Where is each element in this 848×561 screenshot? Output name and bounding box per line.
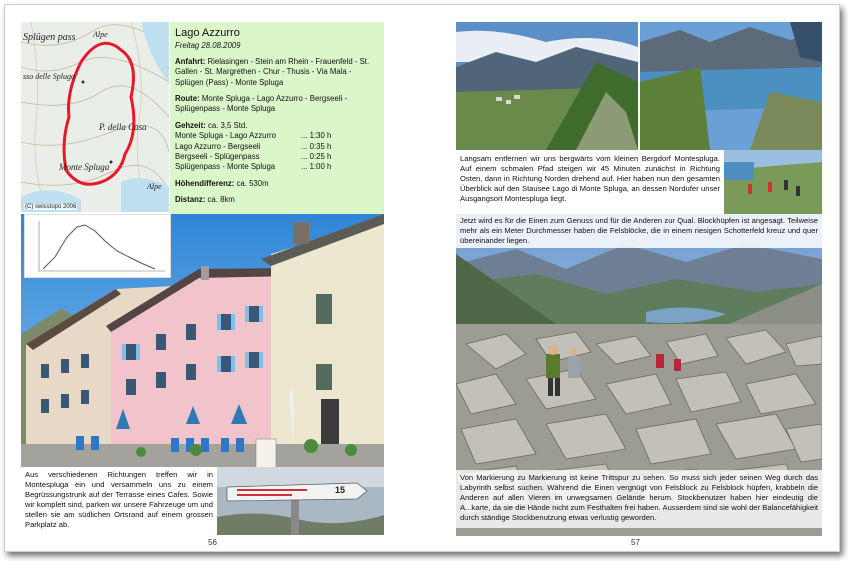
page-number-right: 57 xyxy=(631,538,640,547)
caption-montespluga: Aus verschiedenen Richtungen treffen wir in Montespluga ein und versammeln uns zu einem Begrüssungstrunk auf der Terrasse eines Cafes. Sowie wir komplett sind, parken wir unsere Fahrzeuge um und stellen sie am südlichen Ortsrand auf einem grossen Parkplatz ab. xyxy=(21,467,217,535)
hoehen-paragraph xyxy=(175,179,379,189)
distanz-paragraph xyxy=(175,195,379,205)
time-row: Lago Azzurro - Bergseeli ... 0:35 h xyxy=(175,141,332,151)
route-paragraph xyxy=(175,94,379,115)
map-label-passo: sso delle Spluga xyxy=(23,72,75,81)
map-label-alpe-bottom: Alpe xyxy=(147,182,162,191)
signpost-graphic xyxy=(217,467,384,535)
caption-ascent: Langsam entfernen wir uns bergwärts vom kleinen Bergdorf Montespluga. Auf einem schmalen Pfad steigen wir 45 Minuten zunächst in Richtung Osten, dann in Richtung Norden drehend auf. Hier haben nun den gesamten Überblick auf den Stausee Lago di Monte Spluga, an dessen Nordufer unser Ausgangsort Montespluga liegt. xyxy=(456,150,724,212)
time-row: Monte Spluga - Lago Azzurro ... 1:30 h xyxy=(175,131,332,141)
photo-ridge-view xyxy=(456,22,638,150)
distanz-label: Distanz: xyxy=(175,194,206,204)
route-label: Route: xyxy=(175,94,200,104)
time-row: Splügenpass - Monte Spluga ... 1:00 h xyxy=(175,162,332,172)
sign-number: 15 xyxy=(335,485,346,495)
map-label-pass: Splügen pass xyxy=(23,32,76,43)
photo-hikers-small xyxy=(724,150,822,214)
anfahrt-paragraph xyxy=(175,57,379,88)
map-copyright: (C) swisstopo 2006 xyxy=(25,204,77,210)
elevation-profile-graphic xyxy=(25,215,170,277)
distanz-value: ca. 8km xyxy=(207,194,235,204)
tour-title: Lago Azzurro xyxy=(175,27,240,39)
caption-boulder-hopping: Jetzt wird es für die Einen zum Genuss und für die Anderen zur Qual. Blockhüpfen ist angesagt. Teilweise mehr als ein Meter Durchmesser haben die Felsblöcke, die in einem riesigen Schotterfeld kreuz und quer übereinander liegen. xyxy=(456,214,822,248)
photo-hikers-graphic xyxy=(724,150,822,214)
gehzeit-block xyxy=(175,121,379,173)
elevation-profile xyxy=(24,214,171,278)
map-label-casa: P. della Casa xyxy=(99,122,147,132)
photo-ridge-graphic xyxy=(456,22,638,150)
tour-info-box xyxy=(170,22,384,214)
gehzeit-label: Gehzeit: xyxy=(175,120,206,130)
route-text: Monte Spluga - Lago Azzurro - Bergseeli - Splügenpass - Monte Spluga xyxy=(175,94,348,114)
photo-lake-graphic xyxy=(640,22,822,150)
signpost-photo xyxy=(217,467,384,535)
anfahrt-label: Anfahrt: xyxy=(175,56,206,66)
gehzeit-value: ca. 3,5 Std. xyxy=(207,120,248,130)
right-page xyxy=(422,4,840,552)
time-row: Bergseeli - Splügenpass ... 0:25 h xyxy=(175,151,332,161)
map-label-monte-spluga: Monte Spluga xyxy=(59,162,110,172)
tour-date: Freitag 28.08.2009 xyxy=(175,40,241,50)
caption-labyrinth: Von Markierung zu Markierung ist keine Trittspur zu sehen. So muss sich jeder seinen Weg durch das Labyrinth selbst suchen. Während die Einen vergnügt von Felsblock zu Felsblock hüpfen, krabbeln die Anderen auf allen Vieren im unwegsamen Gelände herum. Stockbenutzer haben hier eindeutig die A...karte, da sie die Hände nicht zum Festhalten frei haben. Ausserdem sind sie wohl der Balancefähigkeit durch ständige Stockbenutzung etwas verlustig geworden. xyxy=(456,470,822,528)
left-page xyxy=(4,4,422,552)
map-label-alpe-top: Alpe xyxy=(93,30,108,39)
hoehen-value: ca. 530m xyxy=(236,178,269,188)
page-number-left: 56 xyxy=(208,538,217,547)
route-map xyxy=(21,22,169,212)
book-spread xyxy=(4,4,840,552)
photo-lake-view xyxy=(640,22,822,150)
hoehen-label: Höhendifferenz: xyxy=(175,178,235,188)
anfahrt-text: Rielasingen - Stein am Rhein - Frauenfeld - St. Gallen - St. Margrethen - Chur - Thusis - Via Mala - Splügen (Pass) - Monte Spluga xyxy=(175,56,370,87)
